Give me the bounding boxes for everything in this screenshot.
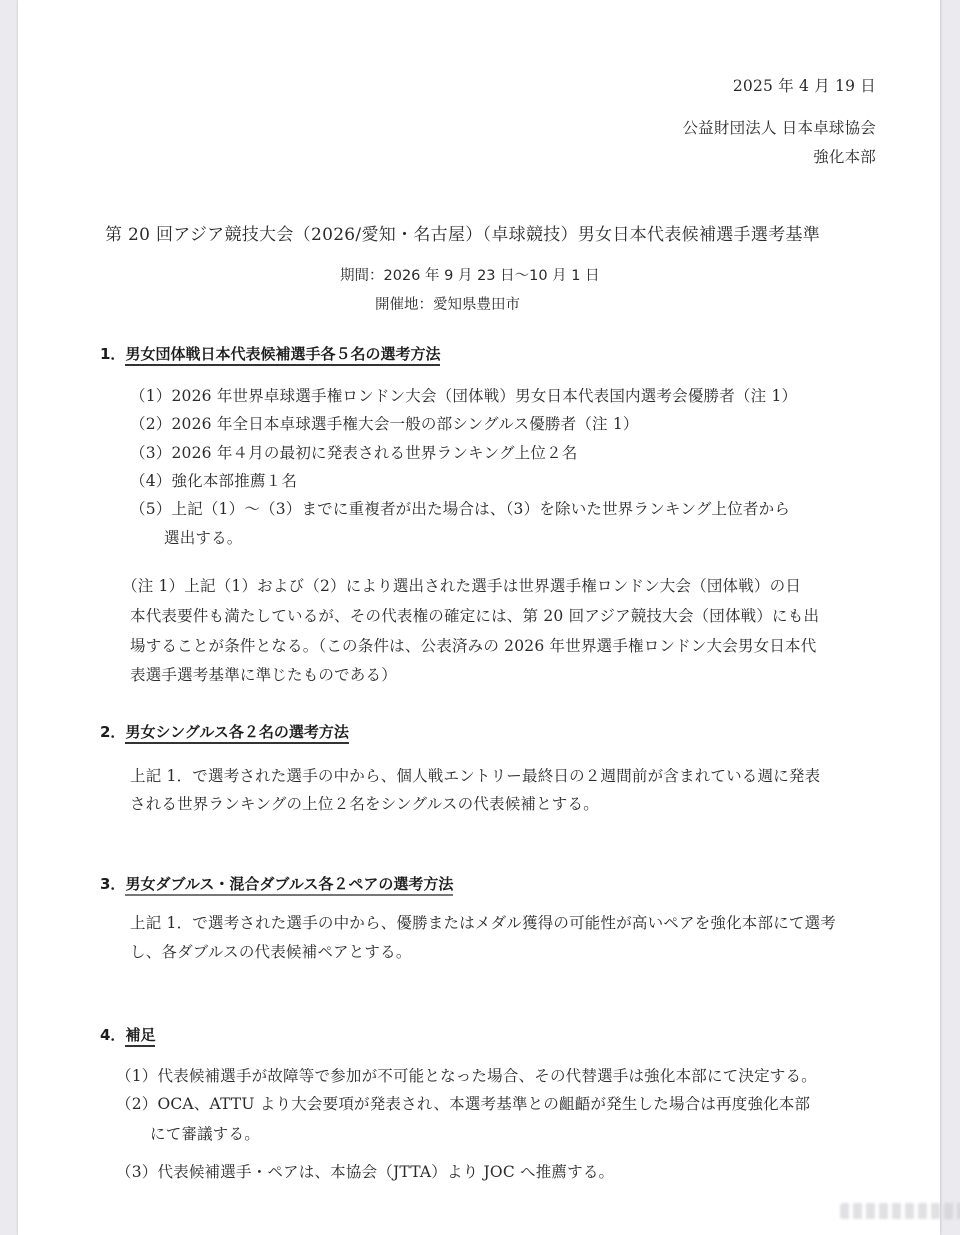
list-item: （1）2026 年世界卓球選手権ロンドン大会（団体戦）男女日本代表国内選考会優勝者（注 1） <box>130 387 798 405</box>
event-venue: 開催地：愛知県豊田市 <box>375 297 520 313</box>
note-line: 本代表要件も満たしているが、その代表権の確定には、第 20 回アジア競技大会（団体戦）にも出 <box>130 607 820 625</box>
issuing-organization: 公益財団法人 日本卓球協会 <box>682 119 876 137</box>
section-3-heading <box>100 873 453 894</box>
note-line: （注 1）上記（1）および（2）により選出された選手は世界選手権ロンドン大会（団体戦）の日 <box>122 577 802 595</box>
section-title: 男女シングルス各２名の選考方法 <box>125 723 348 744</box>
note-line: 場することが条件となる。（この条件は、公表済みの 2026 年世界選手権ロンドン大会男女日本代 <box>130 637 817 655</box>
list-item: （5）上記（1）〜（3）までに重複者が出た場合は、（3）を除いた世界ランキング上位者から <box>130 500 791 518</box>
body-line: 上記 1．で選考された選手の中から、優勝またはメダル獲得の可能性が高いペアを強化本部にて選考 <box>130 914 836 932</box>
issue-date: 2025 年 4 月 19 日 <box>732 77 876 95</box>
body-line: 上記 1．で選考された選手の中から、個人戦エントリー最終日の２週間前が含まれている週に発表 <box>130 767 821 785</box>
body-line: し、各ダブルスの代表候補ペアとする。 <box>130 943 412 961</box>
list-item: （1）代表候補選手が故障等で参加が不可能となった場合、その代替選手は強化本部にて決定する。 <box>116 1067 817 1085</box>
section-title: 男女ダブルス・混合ダブルス各２ペアの選考方法 <box>125 875 453 896</box>
section-number: 3． <box>100 875 126 893</box>
issuing-department: 強化本部 <box>813 148 876 166</box>
list-item: （2）OCA、ATTU より大会要項が発表され、本選考基準との齟齬が発生した場合は再度強化本部 <box>116 1095 811 1113</box>
blurred-watermark <box>840 1203 960 1219</box>
list-item: （2）2026 年全日本卓球選手権大会一般の部シングルス優勝者（注 1） <box>130 415 639 433</box>
list-item-continuation: 選出する。 <box>164 529 243 547</box>
list-item: （3）2026 年４月の最初に発表される世界ランキング上位２名 <box>130 444 578 462</box>
list-item: （3）代表候補選手・ペアは、本協会（JTTA）より JOC へ推薦する。 <box>116 1163 615 1181</box>
list-item-continuation: にて審議する。 <box>150 1125 260 1143</box>
body-line: される世界ランキングの上位２名をシングルスの代表候補とする。 <box>130 795 599 813</box>
note-line: 表選手選考基準に準じたものである） <box>130 666 397 684</box>
section-4-heading <box>100 1024 155 1045</box>
document-page <box>18 0 940 1235</box>
section-title: 男女団体戦日本代表候補選手各５名の選考方法 <box>125 345 440 366</box>
section-title: 補足 <box>125 1026 155 1047</box>
section-number: 1． <box>100 345 126 363</box>
document-title: 第 20 回アジア競技大会（2026/愛知・名古屋）（卓球競技）男女日本代表候補選手選考基準 <box>105 225 821 245</box>
section-number: 2． <box>100 723 126 741</box>
section-2-heading <box>100 721 349 742</box>
event-period: 期間：2026 年 9 月 23 日〜10 月 1 日 <box>340 268 600 284</box>
list-item: （4）強化本部推薦１名 <box>130 472 298 490</box>
section-number: 4． <box>100 1026 126 1044</box>
section-1-heading <box>100 343 440 364</box>
